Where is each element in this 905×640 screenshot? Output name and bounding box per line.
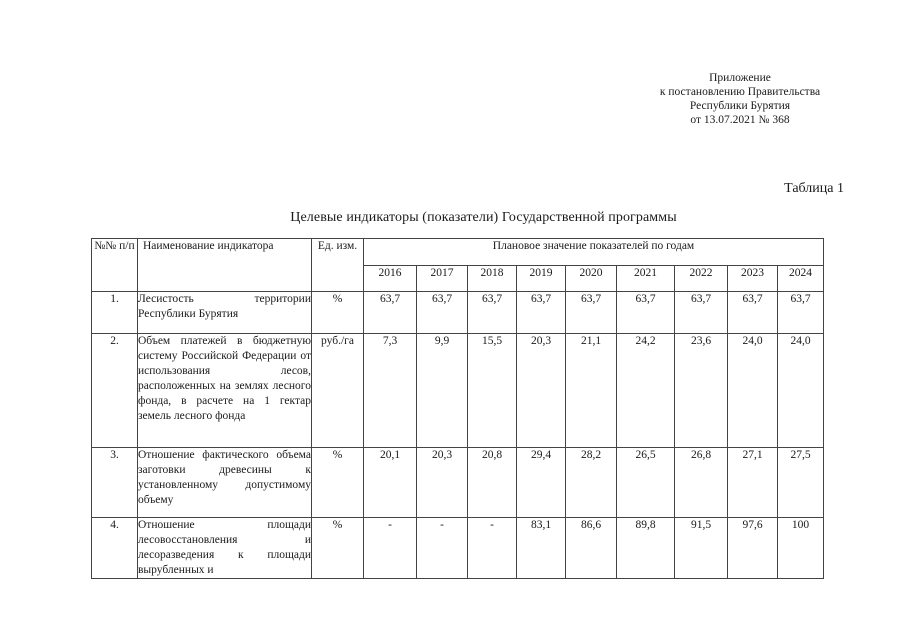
value-cell: 63,7 xyxy=(517,292,566,334)
appendix-line-1: Приложение xyxy=(709,72,771,84)
value-cell: 63,7 xyxy=(675,292,728,334)
row-number: 3. xyxy=(92,448,138,518)
value-cell: 24,0 xyxy=(778,334,824,448)
value-cell: 63,7 xyxy=(728,292,778,334)
header-year: 2017 xyxy=(417,266,468,292)
indicator-name: Отношение площади лесовосстановления и лесоразведения к площади вырубленных и xyxy=(138,518,312,579)
value-cell: 86,6 xyxy=(566,518,617,579)
value-cell: 28,2 xyxy=(566,448,617,518)
appendix-line-3: Республики Бурятия xyxy=(689,100,791,112)
table-row xyxy=(92,448,824,518)
value-cell: 15,5 xyxy=(468,334,517,448)
value-cell: 91,5 xyxy=(675,518,728,579)
value-cell: 24,0 xyxy=(728,334,778,448)
row-number: 1. xyxy=(92,292,138,334)
value-cell: 7,3 xyxy=(364,334,417,448)
indicator-name: Отношение фактического объема заготовки древесины к установленному допустимому объему xyxy=(138,448,312,518)
header-num: №№ п/п xyxy=(92,239,138,292)
header-year: 2018 xyxy=(468,266,517,292)
indicator-name: Лесистость территории Республики Бурятия xyxy=(138,292,312,334)
value-cell: 26,8 xyxy=(675,448,728,518)
header-year: 2022 xyxy=(675,266,728,292)
unit-cell: % xyxy=(312,518,364,579)
value-cell: 63,7 xyxy=(778,292,824,334)
header-year: 2023 xyxy=(728,266,778,292)
header-year: 2016 xyxy=(364,266,417,292)
value-cell: 63,7 xyxy=(617,292,675,334)
appendix-line-4: от 13.07.2021 № 368 xyxy=(690,114,790,126)
table-row xyxy=(92,292,824,334)
value-cell: 100 xyxy=(778,518,824,579)
value-cell: 9,9 xyxy=(417,334,468,448)
value-cell: 20,3 xyxy=(417,448,468,518)
value-cell: 20,8 xyxy=(468,448,517,518)
row-number: 2. xyxy=(92,334,138,448)
value-cell: 63,7 xyxy=(566,292,617,334)
table-row xyxy=(92,334,824,448)
appendix-line-2: к постановлению Правительства xyxy=(659,86,821,98)
value-cell: 63,7 xyxy=(364,292,417,334)
value-cell: 29,4 xyxy=(517,448,566,518)
value-cell: 63,7 xyxy=(468,292,517,334)
indicators-table xyxy=(91,238,824,579)
table-title: Целевые индикаторы (показатели) Государственной программы xyxy=(290,210,677,225)
value-cell: 20,3 xyxy=(517,334,566,448)
row-number: 4. xyxy=(92,518,138,579)
header-year: 2020 xyxy=(566,266,617,292)
value-cell: 20,1 xyxy=(364,448,417,518)
value-cell: 83,1 xyxy=(517,518,566,579)
header-year: 2021 xyxy=(617,266,675,292)
table-row xyxy=(92,518,824,579)
value-cell: 24,2 xyxy=(617,334,675,448)
value-cell: 27,1 xyxy=(728,448,778,518)
value-cell: - xyxy=(468,518,517,579)
unit-cell: % xyxy=(312,448,364,518)
table-number: Таблица 1 xyxy=(784,181,844,196)
header-year: 2019 xyxy=(517,266,566,292)
value-cell: 89,8 xyxy=(617,518,675,579)
header-name: Наименование индикатора xyxy=(138,239,312,292)
header-row xyxy=(92,239,824,266)
value-cell: - xyxy=(417,518,468,579)
header-plan: Плановое значение показателей по годам xyxy=(364,239,824,266)
value-cell: 21,1 xyxy=(566,334,617,448)
indicator-name: Объем платежей в бюджетную систему Российской Федерации от использования лесов, расположенных на землях лесного фонда, в расчете на 1 гектар земель лесного фонда xyxy=(138,334,312,448)
header-unit: Ед. изм. xyxy=(312,239,364,292)
appendix-block xyxy=(630,71,850,127)
unit-cell: руб./га xyxy=(312,334,364,448)
value-cell: 27,5 xyxy=(778,448,824,518)
header-year: 2024 xyxy=(778,266,824,292)
unit-cell: % xyxy=(312,292,364,334)
value-cell: 63,7 xyxy=(417,292,468,334)
value-cell: 26,5 xyxy=(617,448,675,518)
value-cell: - xyxy=(364,518,417,579)
value-cell: 97,6 xyxy=(728,518,778,579)
value-cell: 23,6 xyxy=(675,334,728,448)
